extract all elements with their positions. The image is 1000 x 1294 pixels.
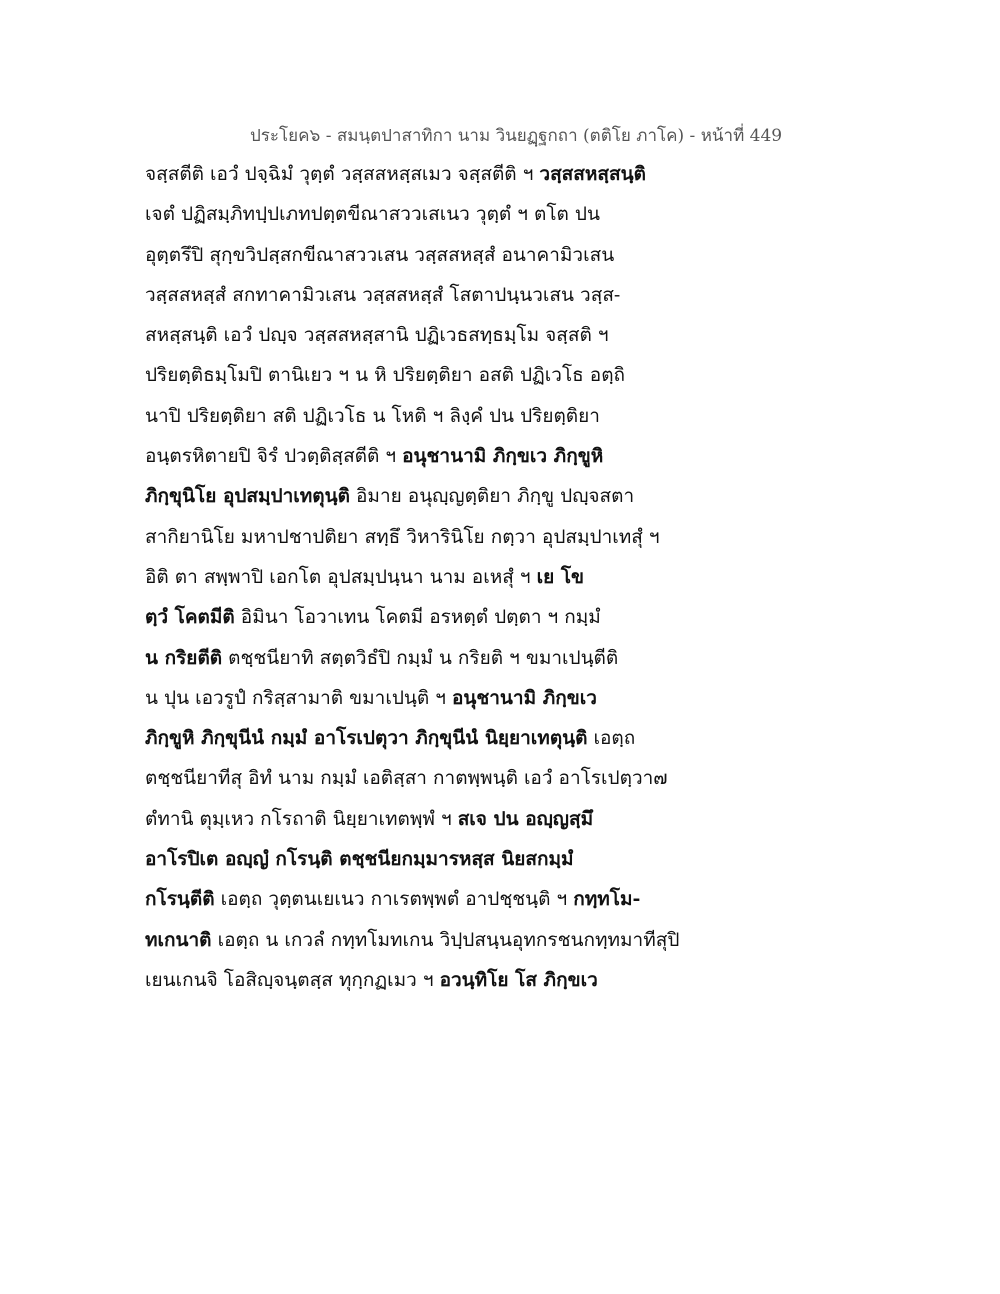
text-line [145, 315, 785, 355]
text-run: ปริยตฺติธมฺโมปิ ตานิเยว ฯ น หิ ปริยตฺติยา อสติ ปฏิเวโธ อตฺถิ [145, 364, 626, 387]
text-line [145, 436, 785, 476]
text-run: อุตฺตรึปิ สุกฺขวิปสฺสกขีณาสววเสน วสฺสสหสฺสํ อนาคามิวเสน [145, 243, 615, 266]
text-line [145, 879, 785, 919]
text-run: ตชฺชนียาทีสุ อิทํ นาม กมฺมํ เอติสฺสา กาตพฺพนฺติ เอวํ อาโรเปตฺวา๗ [145, 767, 668, 790]
text-line [145, 799, 785, 839]
text-run: ตํทานิ ตุมฺเหว กโรถาติ นิยฺยาเทตพฺพํ ฯ [145, 807, 458, 830]
bold-term: น กริยตีติ [145, 646, 223, 669]
text-run: เจตํ ปฏิสมฺภิทปฺปเภทปตฺตขีณาสววเสเนว วุตฺตํ ฯ ตโต ปน [145, 203, 600, 226]
text-run: อิติ ตา สพฺพาปิ เอกโต อุปสมฺปนฺนา นาม อเหสุํ ฯ [145, 565, 537, 588]
bold-term: เย โข [536, 565, 585, 588]
text-line [145, 235, 785, 275]
text-line [145, 960, 785, 1000]
bold-term: วสฺสสหสฺสนฺติ [539, 163, 646, 185]
text-run: วสฺสสหสฺสํ สกทาคามิวเสน วสฺสสหสฺสํ โสตาปนฺนวเสน วสฺส- [145, 283, 621, 306]
text-line [145, 758, 785, 798]
text-line [145, 839, 785, 879]
text-line [145, 557, 785, 597]
bold-term: ทเกนาติ [145, 928, 212, 951]
text-line [145, 718, 785, 758]
text-line [145, 476, 785, 516]
text-run: อนฺตรหิตายปิ จิรํ ปวตฺติสฺสตีติ ฯ [145, 445, 403, 468]
running-header: ประโยค๖ - สมนฺตปาสาทิกา นาม วินยฏฺฐกถา (ตติโย ภาโค) - หน้าที่ 449 [250, 126, 783, 146]
text-run: จสฺสตีติ เอวํ ปจฺฉิมํ วุตฺตํ วสฺสสหสฺสเมว จสฺสตีติ ฯ [145, 163, 540, 185]
bold-term: อาโรปิเต อญฺญํ กโรนฺติ ตชฺชนียกมฺมารหสฺส นิยสกมฺมํ [145, 848, 574, 871]
text-run: อิมาย อนุญฺญตฺติยา ภิกฺขู ปญฺจสตา [349, 485, 635, 508]
text-line [145, 597, 785, 637]
text-line [145, 355, 785, 395]
bold-term: อนุชานามิ ภิกฺขเว [451, 686, 597, 709]
text-line [145, 194, 785, 234]
bold-term: อนุชานามิ ภิกฺขเว ภิกฺขูหิ [402, 445, 604, 468]
text-run: นาปิ ปริยตฺติยา สติ ปฏิเวโธ น โหติ ฯ ลิงฺคํ ปน ปริยตฺติยา [145, 404, 600, 427]
body-text [145, 154, 785, 1000]
text-line [145, 154, 785, 194]
text-run: น ปุน เอวรูปํ กริสฺสามาติ ขมาเปนฺติ ฯ [145, 686, 452, 709]
text-run: อิมินา โอวาเทน โคตมี อรหตฺตํ ปตฺตา ฯ กมฺมํ [234, 606, 601, 629]
bold-term: อวนฺทิโย โส ภิกฺขเว [439, 968, 598, 991]
bold-term: ภิกฺขุนิโย อุปสมฺปาเทตุนฺติ [145, 485, 350, 508]
text-run: เอตฺถ น เกวลํ กทฺทโมทเกน วิปฺปสนฺนอุทกรชนกทฺทมาทีสุปิ [211, 928, 680, 951]
text-line [145, 678, 785, 718]
text-run: สหสฺสนฺติ เอวํ ปญฺจ วสฺสสหสฺสานิ ปฏิเวธสทฺธมฺโม จสฺสติ ฯ [145, 324, 609, 347]
bold-term: ตฺวํ โคตมีติ [145, 606, 235, 629]
text-run: ตชฺชนียาทิ สตฺตวิธํปิ กมฺมํ น กริยติ ฯ ขมาเปนฺตีติ [222, 646, 619, 669]
bold-term: สเจ ปน อญฺญสฺมึ [457, 807, 594, 830]
text-line [145, 638, 785, 678]
bold-term: กโรนฺตีติ [145, 888, 215, 911]
bold-term: กทฺทโม- [573, 888, 641, 911]
bold-term: ภิกฺขูหิ ภิกฺขุนีนํ กมฺมํ อาโรเปตุวา ภิกฺขุนีนํ นิยฺยาเทตุนฺติ [145, 727, 588, 750]
text-line [145, 396, 785, 436]
text-line [145, 920, 785, 960]
text-line [145, 275, 785, 315]
text-line [145, 517, 785, 557]
text-run: เอตฺถ วุตฺตนเยเนว กาเรตพฺพตํ อาปชฺชนฺติ ฯ [214, 888, 574, 911]
text-run: เอตฺถ [587, 727, 636, 750]
text-run: เยนเกนจิ โอสิญฺจนฺตสฺส ทุกฺกฏเมว ฯ [145, 968, 440, 991]
text-run: สากิยานิโย มหาปชาปติยา สทฺธึ วิหารินิโย กตฺวา อุปสมฺปาเทสุํ ฯ [145, 525, 660, 548]
